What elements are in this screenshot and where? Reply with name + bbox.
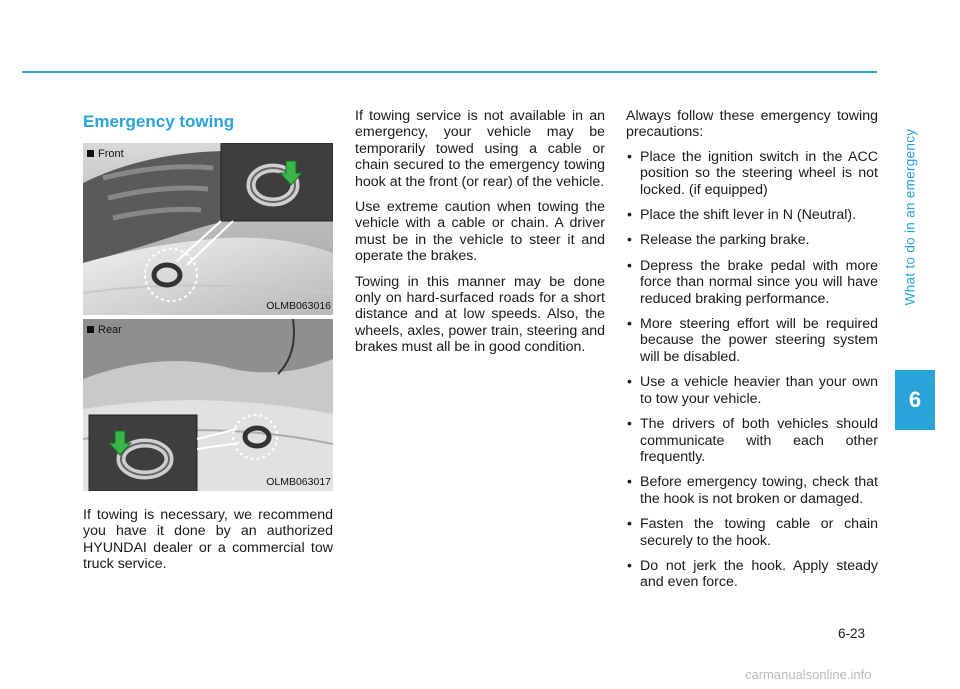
list-item: • Place the ignition switch in the ACC position so the steering wheel is not locked. (if equipped) [626, 149, 878, 198]
front-tow-hook-figure [83, 143, 333, 315]
list-item: • Fasten the towing cable or chain securely to the hook. [626, 516, 878, 549]
precautions-list [626, 149, 878, 591]
front-figure-code: OLMB063016 [266, 299, 331, 312]
rear-tow-hook-illustration [83, 319, 333, 491]
column-1 [83, 108, 333, 582]
header-rule [22, 71, 877, 73]
list-item: • Do not jerk the hook. Apply steady and even force. [626, 558, 878, 591]
chapter-title: What to do in an emergency [902, 128, 918, 306]
section-title: Emergency towing [83, 112, 235, 131]
rear-figure-label [87, 322, 122, 338]
paragraph-3: Towing in this manner may be done only on hard-surfaced roads for a short distance and at low speeds. Also, the wheels, axles, power train, steering and brakes must all be in good condition. [355, 273, 605, 356]
chapter-number-box: 6 [895, 370, 935, 430]
list-item: • More steering effort will be required because the power steering system will be disabled. [626, 316, 878, 365]
column-2 [355, 108, 605, 365]
front-figure-label [87, 146, 124, 162]
front-label-text: Front [98, 148, 124, 160]
watermark-link[interactable]: carmanualsonline.info [745, 667, 872, 682]
list-item: • Use a vehicle heavier than your own to tow your vehicle. [626, 374, 878, 407]
chapter-side-tab [898, 62, 922, 372]
column-3 [626, 108, 878, 600]
intro-paragraph: If towing is necessary, we recommend you have it done by an authorized HYUNDAI dealer or a commercial tow truck service. [83, 507, 333, 573]
paragraph-1: If towing service is not available in an emergency, your vehicle may be temporarily towed using a cable or chain secured to the emergency towing hook at the front (or rear) of the vehicle. [355, 108, 605, 190]
square-bullet-icon [87, 150, 94, 157]
list-item: • The drivers of both vehicles should communicate with each other frequently. [626, 416, 878, 465]
page-number: 6-23 [838, 626, 866, 641]
list-item: • Depress the brake pedal with more force than normal since you will have reduced braking performance. [626, 258, 878, 307]
square-bullet-icon [87, 326, 94, 333]
precautions-intro: Always follow these emergency towing precautions: [626, 108, 878, 141]
rear-figure-code: OLMB063017 [266, 475, 331, 488]
rear-tow-hook-figure [83, 319, 333, 491]
paragraph-2: Use extreme caution when towing the vehicle with a cable or chain. A driver must be in the vehicle to steer it and operate the brakes. [355, 199, 605, 265]
list-item: • Before emergency towing, check that the hook is not broken or damaged. [626, 474, 878, 507]
list-item: • Place the shift lever in N (Neutral). [626, 207, 878, 223]
rear-label-text: Rear [98, 324, 122, 336]
list-item: • Release the parking brake. [626, 232, 878, 248]
front-tow-hook-illustration [83, 143, 333, 315]
